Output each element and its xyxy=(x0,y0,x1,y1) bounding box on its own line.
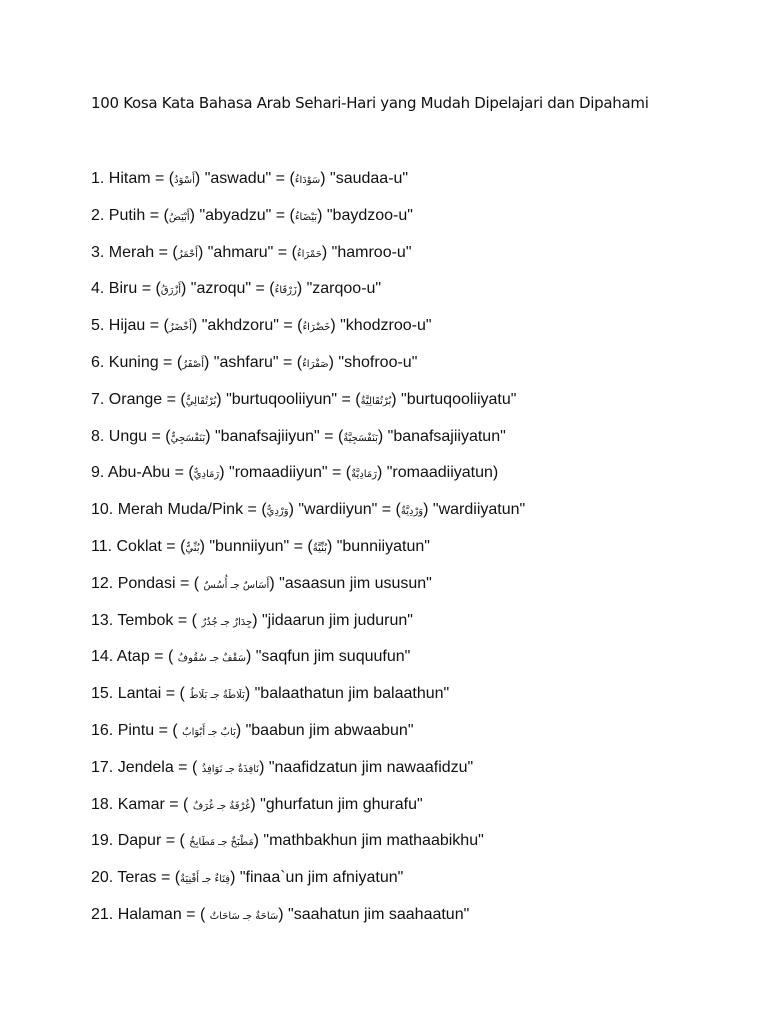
vocab-text-2: ) "ghurfatun jim ghurafu" xyxy=(250,795,423,813)
vocab-arabic: أَسْوَدُ xyxy=(174,175,195,186)
vocab-arabic-2: رَمَادِيَّةٌ xyxy=(351,469,377,481)
vocab-text: 12. Pondasi = ( xyxy=(91,574,204,592)
vocab-item xyxy=(91,276,525,313)
vocab-arabic-2: بُنِّيَّةٌ xyxy=(312,542,327,554)
vocab-text: 10. Merah Muda/Pink = ( xyxy=(91,501,267,519)
vocab-item xyxy=(91,681,525,718)
vocab-arabic: أَبْيَضُ xyxy=(168,211,190,223)
vocab-text: 18. Kamar = ( xyxy=(91,795,193,813)
vocab-text-2: ) "akhdzoru" = ( xyxy=(191,317,303,335)
vocab-item xyxy=(91,755,525,792)
vocab-text-2: ) "saqfun jim suquufun" xyxy=(245,648,411,666)
vocab-item xyxy=(91,460,525,497)
vocab-arabic: سَقْفٌ جـ سُقُوفٌ xyxy=(177,653,246,665)
vocab-arabic: بُرْتُقَالِيٌّ xyxy=(185,395,217,407)
vocab-item xyxy=(91,240,525,277)
vocab-arabic-2: سَوْدَاءُ xyxy=(294,175,321,186)
vocab-arabic-2: خَضْرَاءُ xyxy=(302,322,331,334)
vocab-text: 4. Biru = ( xyxy=(91,280,161,298)
vocab-arabic-2: بَيْضَاءُ xyxy=(294,211,318,223)
vocab-arabic: أَسَاسٌ جـ أُسُسٌ xyxy=(203,579,270,591)
vocab-text-3: ) "bunniiyatun" xyxy=(326,537,430,555)
vocab-text: 19. Dapur = ( xyxy=(91,832,190,850)
vocab-item xyxy=(91,571,525,608)
vocab-text-2: ) "jidaarun jim judurun" xyxy=(252,611,413,629)
vocab-text-3: ) "banafsajiiyatun" xyxy=(377,427,506,445)
vocab-item xyxy=(91,828,525,865)
vocab-text: 16. Pintu = ( xyxy=(91,721,183,739)
vocab-item xyxy=(91,644,525,681)
vocab-item xyxy=(91,166,525,203)
vocab-arabic-2: حَمْرَاءُ xyxy=(296,248,322,260)
vocab-text-2: ) "baabun jim abwaabun" xyxy=(235,721,414,739)
vocab-text-2: ) "wardiiyun" = ( xyxy=(288,501,401,519)
vocab-arabic: أَصْفَرُ xyxy=(182,358,205,370)
vocab-arabic: بَنَفْسَجِيٌّ xyxy=(170,432,206,444)
vocab-text-2: ) "naafidzatun jim nawaafidzu" xyxy=(259,758,474,776)
vocab-arabic: جِدَارٌ جـ جُدُرٌ xyxy=(201,616,253,628)
vocab-arabic: مَطْبَخٌ جـ مَطَابِخُ xyxy=(189,837,254,849)
vocab-text-2: ) "aswadu" = ( xyxy=(194,170,295,187)
vocab-text-2: ) "saahatun jim saahaatun" xyxy=(278,905,470,923)
vocab-item xyxy=(91,534,525,571)
vocab-text-2: ) "azroqu" = ( xyxy=(181,280,275,298)
vocab-item xyxy=(91,718,525,755)
vocab-text: 13. Tembok = ( xyxy=(91,611,202,629)
vocab-item xyxy=(91,865,525,902)
vocab-arabic: بَلَاطَةٌ جـ بَلَاطٌ xyxy=(189,690,245,702)
vocab-text: 7. Orange = ( xyxy=(91,390,186,408)
vocab-arabic: سَاحَةٌ جـ سَاحَاتٌ xyxy=(209,910,279,922)
vocab-text-2: ) "banafsajiiyun" = ( xyxy=(205,427,344,445)
vocab-arabic: أَحْمَرُ xyxy=(177,248,198,260)
vocab-text: 14. Atap = ( xyxy=(91,648,178,666)
vocab-text-2: ) "ashfaru" = ( xyxy=(204,353,303,371)
vocab-arabic-2: بُرْتُقَالِيَّةٌ xyxy=(360,395,392,407)
vocab-text: 1. Hitam = ( xyxy=(91,170,175,187)
vocab-arabic: فِنَاءٌ جـ أَفْنِيَةٌ xyxy=(180,874,231,886)
vocab-item xyxy=(91,203,525,240)
vocab-text: 8. Ungu = ( xyxy=(91,427,171,445)
vocab-text-2: ) "bunniiyun" = ( xyxy=(199,537,313,555)
vocab-text: 20. Teras = ( xyxy=(91,869,181,887)
vocab-arabic: رَمَادِيٌّ xyxy=(193,469,220,481)
vocab-arabic-2: صَفْرَاءُ xyxy=(302,358,329,370)
vocab-item xyxy=(91,387,525,424)
vocab-arabic: نَافِذَةٌ جـ نَوَافِذُ xyxy=(201,763,260,775)
vocab-item xyxy=(91,350,525,387)
vocab-text: 2. Putih = ( xyxy=(91,206,169,224)
vocab-item xyxy=(91,313,525,350)
vocab-text-3: ) "khodzroo-u" xyxy=(330,317,432,335)
vocab-item xyxy=(91,497,525,534)
vocab-arabic-2: وَرْدِيَّةٌ xyxy=(400,506,424,518)
vocab-text-2: ) "asaasun jim ususun" xyxy=(269,574,432,592)
vocab-arabic-2: زَرْقَاءُ xyxy=(274,285,297,297)
vocab-text: 5. Hijau = ( xyxy=(91,317,169,335)
vocab-text-2: ) "romaadiiyun" = ( xyxy=(219,464,352,482)
vocab-arabic: بَابٌ جـ أَبْوَابٌ xyxy=(182,726,236,738)
vocab-text: 17. Jendela = ( xyxy=(91,758,202,776)
vocab-text-3: ) "baydzoo-u" xyxy=(317,206,413,224)
vocab-text-3: ) "romaadiiyatun) xyxy=(376,464,499,482)
vocab-item xyxy=(91,792,525,829)
vocab-text: 9. Abu-Abu = ( xyxy=(91,464,194,482)
vocab-item xyxy=(91,424,525,461)
vocab-text-2: ) "finaa`un jim afniyatun" xyxy=(230,869,404,887)
vocab-arabic: غُرْفَةٌ جـ غُرَفٌ xyxy=(192,800,251,812)
vocab-text-3: ) "zarqoo-u" xyxy=(296,280,382,298)
document-title: 100 Kosa Kata Bahasa Arab Sehari-Hari yang Mudah Dipelajari dan Dipahami xyxy=(91,94,649,112)
vocab-text-3: ) "wardiiyatun" xyxy=(423,501,526,519)
vocab-arabic: أَزْرَقُ xyxy=(160,285,182,297)
vocab-text-3: ) "burtuqooliiyatu" xyxy=(391,390,517,408)
vocab-text: 3. Merah = ( xyxy=(91,243,178,261)
vocab-item xyxy=(91,902,525,939)
vocabulary-list xyxy=(91,166,525,939)
vocab-arabic: وَرْدِيٌّ xyxy=(266,506,289,518)
vocab-text: 21. Halaman = ( xyxy=(91,905,210,923)
vocab-text-3: ) "hamroo-u" xyxy=(321,243,412,261)
vocab-text-2: ) "ahmaru" = ( xyxy=(197,243,297,261)
vocab-text: 11. Coklat = ( xyxy=(91,537,186,555)
vocab-text: 6. Kuning = ( xyxy=(91,353,183,371)
vocab-arabic: بُنِّيٌّ xyxy=(185,542,200,554)
vocab-text-2: ) "balaathatun jim balaathun" xyxy=(244,685,450,703)
vocab-text-2: ) "burtuqooliiyun" = ( xyxy=(216,390,361,408)
vocab-item xyxy=(91,608,525,645)
vocab-text: 15. Lantai = ( xyxy=(91,685,190,703)
vocab-text-2: ) "abyadzu" = ( xyxy=(189,206,295,224)
vocab-text-3: ) "saudaa-u" xyxy=(320,170,409,187)
vocab-arabic-2: بَنَفْسَجِيَّةٌ xyxy=(343,432,378,444)
vocab-arabic: أَخْضَرُ xyxy=(168,322,192,334)
vocab-text-3: ) "shofroo-u" xyxy=(328,353,418,371)
vocab-text-2: ) "mathbakhun jim mathaabikhu" xyxy=(253,832,484,850)
